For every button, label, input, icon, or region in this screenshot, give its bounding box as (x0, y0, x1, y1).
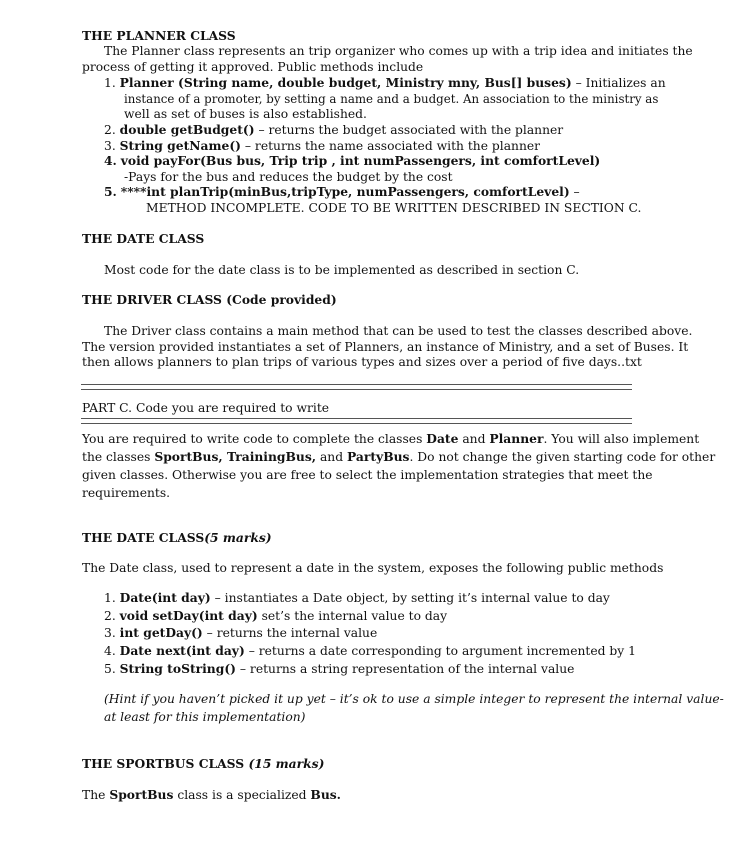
list-number: 3. (104, 626, 116, 640)
method-signature: Date next(int day) (119, 643, 245, 658)
date-method-4 (104, 643, 636, 659)
list-number: 4. (104, 644, 116, 658)
sportbus-heading: THE SPORTBUS CLASS (15 marks) (82, 756, 325, 771)
method-signature: Date(int day) (119, 590, 211, 605)
method-signature: double getBudget() (119, 122, 255, 137)
class-names-bus: SportBus, TrainingBus, (154, 449, 317, 464)
driver-line-1: The Driver class contains a main method that can be used to test the classes described above. (104, 324, 693, 338)
part-c-line-3: given classes. Otherwise you are free to select the implementation strategies that meet the (82, 468, 653, 482)
planner-method-1-cont-2: well as set of buses is also established. (124, 107, 367, 121)
date-short-heading: THE DATE CLASS (82, 231, 205, 246)
list-number: 3. (104, 139, 116, 153)
method-description: – (569, 185, 580, 199)
method-signature: Planner (String name, double budget, Ministry mny, Bus[] buses) (119, 75, 572, 90)
date-class-heading: THE DATE CLASS(5 marks) (82, 530, 272, 545)
part-c-title: PART C. Code you are required to write (82, 401, 330, 415)
method-description: – returns the name associated with the planner (240, 139, 541, 153)
list-number: 5. (104, 662, 116, 676)
planner-method-1-cont-1: instance of a promoter, by setting a name and a budget. An association to the ministry as (124, 92, 659, 106)
sportbus-text: The SportBus class is a specialized Bus. (82, 787, 341, 802)
date-class-intro: The Date class, used to represent a date in the system, exposes the following public methods (82, 561, 664, 575)
planner-intro-line-2: process of getting it approved. Public methods include (82, 60, 424, 74)
class-name-partybus: PartyBus (347, 449, 410, 464)
separator-bottom (81, 418, 632, 424)
list-number: 2. (104, 123, 116, 137)
date-method-2 (104, 608, 447, 624)
date-method-3 (104, 625, 377, 641)
list-number: 5. (104, 184, 117, 199)
part-c-line-2: the classes SportBus, TrainingBus, and PartyBus. Do not change the given starting code for other (82, 449, 716, 464)
driver-line-3: then allows planners to plan trips of various types and sizes over a period of five days..txt (82, 355, 642, 369)
method-description: – returns a string representation of the internal value (235, 662, 575, 676)
date-method-5 (104, 661, 574, 677)
planner-method-5-cont: METHOD INCOMPLETE. CODE TO BE WRITTEN DESCRIBED IN SECTION C. (146, 201, 642, 215)
method-description: – returns a date corresponding to argument incremented by 1 (244, 644, 636, 658)
method-signature: void payFor(Bus bus, Trip trip , int numPassengers, int comfortLevel) (120, 153, 601, 168)
class-name-planner: Planner (489, 431, 544, 446)
part-c-line-4: requirements. (82, 486, 171, 500)
planner-method-2 (104, 122, 563, 138)
separator-top (81, 384, 632, 390)
method-signature: void setDay(int day) (119, 608, 258, 623)
driver-heading: THE DRIVER CLASS (Code provided) (82, 292, 337, 307)
list-number: 4. (104, 153, 117, 168)
class-name-date: Date (426, 431, 459, 446)
date-short-text: Most code for the date class is to be implemented as described in section C. (104, 263, 580, 277)
planner-method-5 (104, 184, 580, 200)
driver-line-2: The version provided instantiates a set of Planners, an instance of Ministry, and a set of Buses. It (82, 340, 689, 354)
planner-method-3 (104, 138, 540, 154)
date-hint-line-2: at least for this implementation) (104, 710, 306, 724)
method-signature: String toString() (119, 661, 236, 676)
date-method-1 (104, 590, 610, 606)
method-signature: ****int planTrip(minBus,tripType, numPassengers, comfortLevel) (120, 184, 570, 199)
method-signature: int getDay() (119, 625, 203, 640)
part-c-line-1: You are required to write code to complete the classes Date and Planner. You will also implement (82, 431, 700, 446)
planner-method-4-cont: -Pays for the bus and reduces the budget by the cost (124, 170, 453, 184)
list-number: 1. (104, 76, 116, 90)
list-number: 1. (104, 591, 116, 605)
list-number: 2. (104, 609, 116, 623)
planner-method-4 (104, 153, 600, 169)
method-description: set’s the internal value to day (257, 609, 448, 623)
planner-intro-line-1: The Planner class represents an trip organizer who comes up with a trip idea and initiates the (104, 44, 693, 58)
method-description: – Initializes an (571, 76, 666, 90)
method-description: – instantiates a Date object, by setting it’s internal value to day (210, 591, 610, 605)
method-signature: String getName() (119, 138, 241, 153)
planner-heading: THE PLANNER CLASS (82, 28, 236, 43)
date-hint-line-1: (Hint if you haven’t picked it up yet – it’s ok to use a simple integer to represent the internal value- (104, 692, 724, 706)
method-description: – returns the budget associated with the planner (254, 123, 564, 137)
method-description: – returns the internal value (202, 626, 378, 640)
planner-method-1 (104, 75, 666, 91)
